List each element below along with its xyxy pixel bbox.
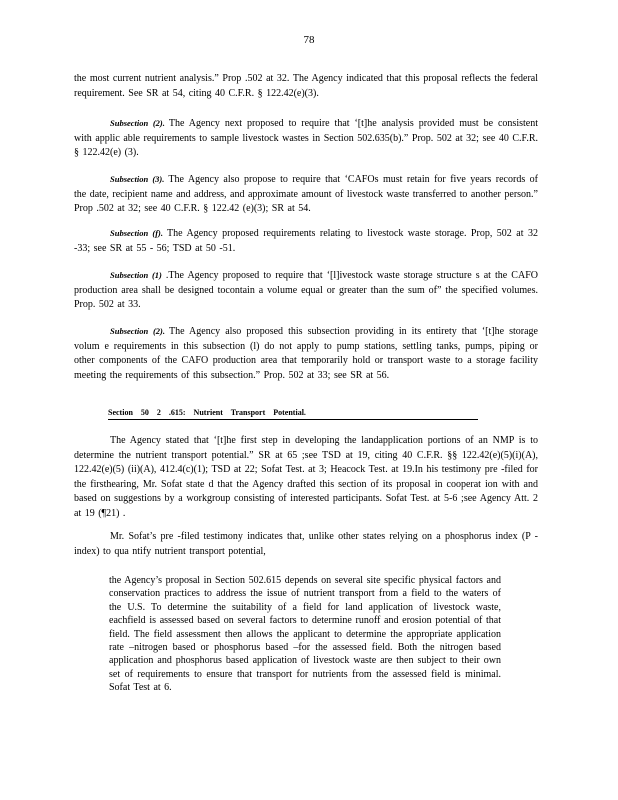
paragraph-subsection-2b [74, 324, 538, 383]
paragraph-text: The Agency also propose to require that ‘CAFOs must retain for five years records of the date, recipient name and address, and approximate amount of livestock waste transferred to another person.” Prop .502 at 32; see 40 C.F.R. § 122.42 (e)(3); SR at 54. [74, 174, 539, 214]
paragraph-text: The Agency next proposed to require that ‘[t]he analysis provided must be consistent with applic able requirements to sample livestock wastes in Section 502.635(b).” Prop. 502 at 32; see 40 C.F.R. § 122.42(e) (3). [74, 118, 538, 158]
subsection-label: Subsection (2). [110, 326, 165, 336]
paragraph-text: The Agency proposed requirements relating to livestock waste storage. Prop, 502 at 32 -33; see SR at 55 - 56; TSD at 50 -51. [74, 228, 539, 254]
paragraph-subsection-f [74, 226, 538, 256]
paragraph-transport-potential: The Agency stated that ‘[t]he first step in developing the landapplication portions of an NMP is to determine the nutrient transport potential.” SR at 65 ;see TSD at 19, citing 40 C.F.R. §§ 122.42(e)(5)(i)(A), 122.42(e)(5) (ii)(A), 412.4(c)(1); TSD at 22; Sofat Test. at 3; Heacock Test. at 19.In his testimony pre -filed for the firsthearing, Mr. Sofat state d that the Agency drafted this section of its proposal in cooperat ion with and based on suggestions by a workgroup consisting of interested participants. Sofat Test. at 5-6 ;see Agency Att. 2 at 19 (¶21) . [74, 435, 538, 519]
subsection-label: Subsection (1) [110, 270, 162, 280]
paragraph-sofat-testimony: Mr. Sofat’s pre -filed testimony indicates that, unlike other states relying on a phosphorus index (P -index) to qua ntify nutrient transport potential, [74, 531, 538, 557]
paragraph-text: The Agency also proposed this subsection providing in its entirety that ‘[t]he storage volum e requirements in this subsection (l) do not apply to pump stations, settling tanks, pumps, piping or other components of the CAFO production area that temporarily hold or transport waste to a storage facility meeting the requirements of this subsection.” Prop. 502 at 33; see SR at 56. [74, 326, 538, 381]
paragraph-text: .The Agency proposed to require that ‘[l]ivestock waste storage structure s at the CAFO production area shall be designed tocontain a volume equal or greater than the sum of” the specified volumes. Prop. 502 at 33. [74, 270, 538, 310]
paragraph-0: the most current nutrient analysis.” Prop .502 at 32. The Agency indicated that this proposal reflects the federal requirement. See SR at 54, citing 40 C.F.R. § 122.42(e)(3). [74, 73, 538, 99]
paragraph-subsection-3 [74, 172, 538, 217]
page-number: 78 [303, 34, 315, 46]
subsection-label: Subsection (f). [110, 228, 163, 238]
subsection-label: Subsection (2). [110, 118, 165, 128]
paragraph-subsection-2 [74, 116, 538, 161]
section-heading: Section 50 2 .615: Nutrient Transport Potential. [108, 408, 478, 420]
paragraph-subsection-1 [74, 268, 538, 313]
subsection-label: Subsection (3). [110, 174, 165, 184]
block-quote: the Agency’s proposal in Section 502.615 depends on several site specific physical factors and conservation practices to address the issue of nutrient transport from a field to the waters of the U.S. To determine the suitability of a field for land application of livestock waste, eachfield is assessed based on several factors to determine runoff and erosion potential of that field. The field assessment then allows the applicant to determine the appropriate application rate –nitrogen based or phosphorus based –for the assessed field. Both the nitrogen based application and phosphorus based application of livestock waste are then subject to their own set of requirements to ensure that transport for nutrients from the assessed field is minimal. Sofat Test at 6. [109, 575, 501, 694]
